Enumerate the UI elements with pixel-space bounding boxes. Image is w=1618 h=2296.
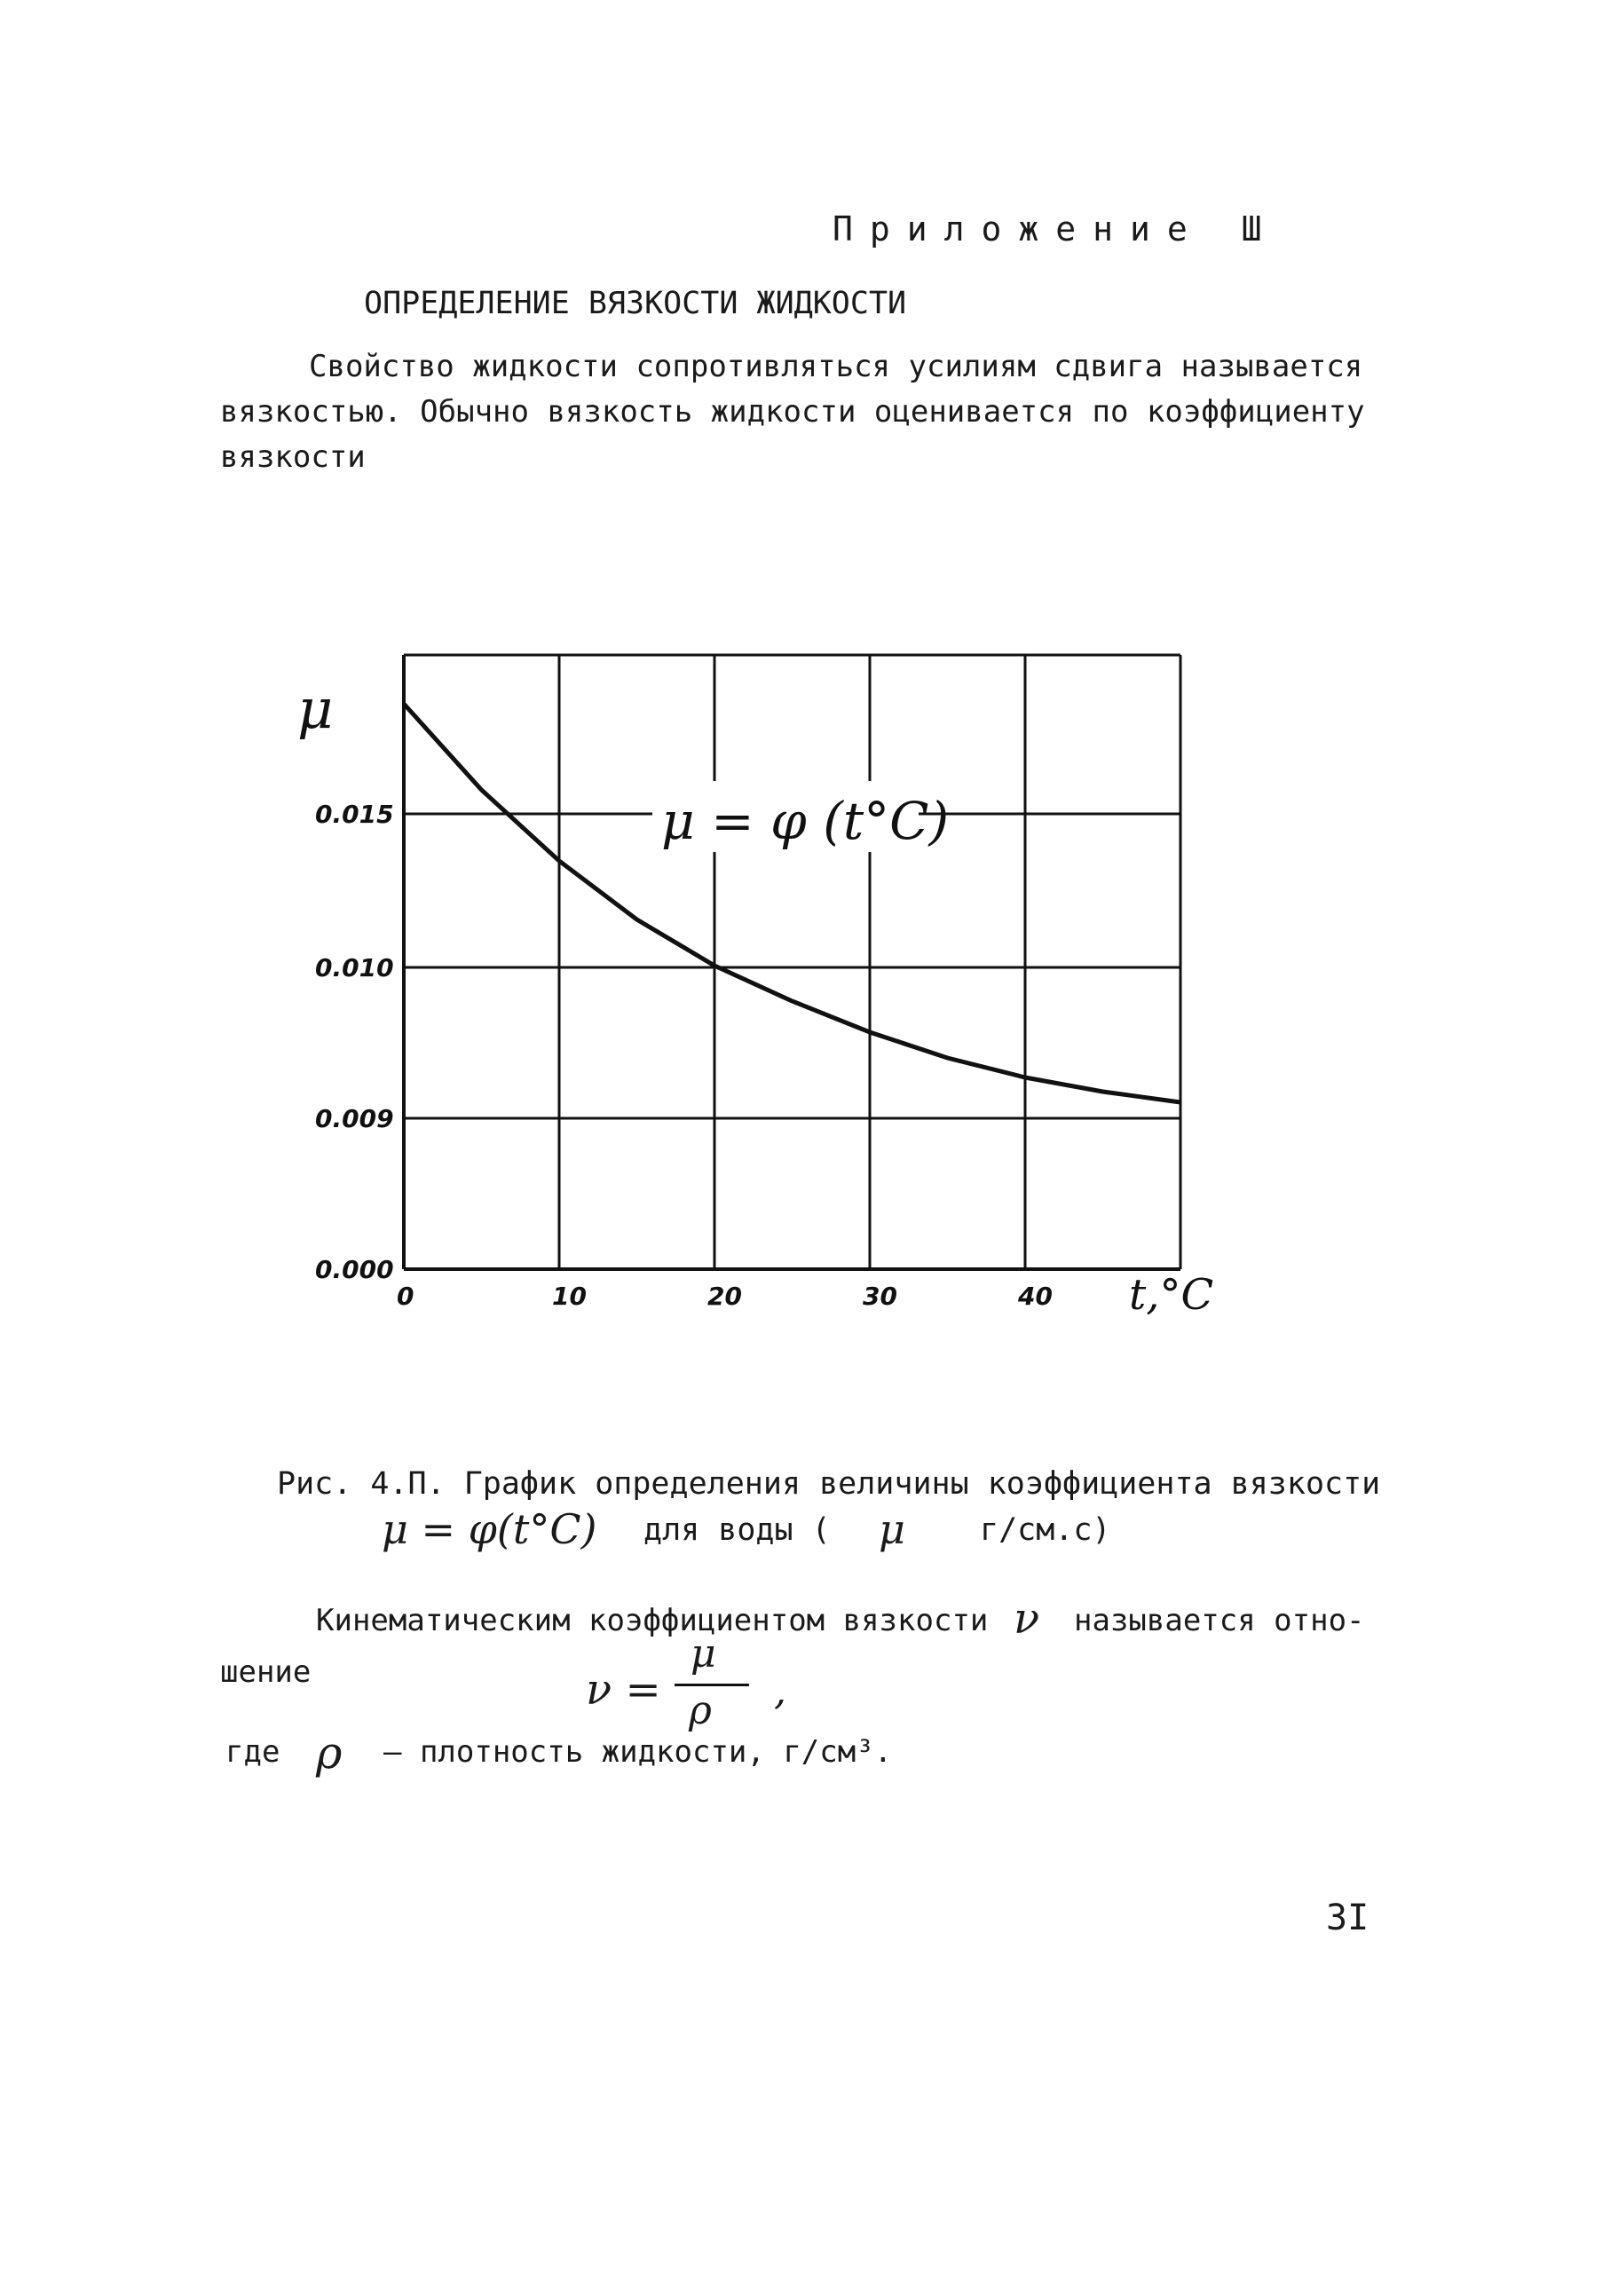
y-tick-label: 0.000: [315, 1255, 394, 1284]
appendix-label: Приложение Ш: [833, 209, 1279, 249]
chart-grid: [404, 655, 1180, 1269]
y-tick-label: 0.015: [315, 800, 394, 829]
x-tick-label: 10: [552, 1282, 587, 1311]
viscosity-curve: [404, 704, 1180, 1102]
rho-symbol: ρ: [316, 1727, 343, 1779]
chart-frame: [404, 655, 1180, 1269]
y-tick-label: 0.009: [315, 1104, 394, 1133]
kinematic-text-continued: шение: [220, 1654, 312, 1690]
y-axis-label: μ: [297, 676, 334, 741]
figure-caption: Рис. 4.П. График определения величины коэффициента вязкости: [277, 1466, 1381, 1502]
kinematic-nu-symbol: ν: [1014, 1594, 1040, 1644]
kinematic-text: Кинематическим коэффициентом вязкости: [316, 1603, 989, 1638]
y-tick-labels: [315, 800, 394, 1284]
intro-paragraph-text: Свойство жидкости сопротивляться усилиям сдвига называется вязкостью. Обычно вязкость жидкости оценивается по коэффициенту вязкости: [220, 349, 1365, 475]
page-number: 3I: [1326, 1898, 1369, 1938]
x-axis-label: t,°C: [1129, 1270, 1214, 1320]
x-tick-labels: [397, 1282, 1053, 1311]
kinematic-text-end: называется отно-: [1074, 1603, 1365, 1638]
x-tick-label: 0: [397, 1282, 414, 1311]
y-tick-label: 0.010: [315, 953, 394, 982]
formula-lhs: ν =: [586, 1665, 661, 1715]
caption-water-text: для воды (: [643, 1512, 831, 1548]
formula-denominator: ρ: [689, 1688, 712, 1733]
density-definition: – плотность жидкости, г/см³.: [383, 1734, 893, 1770]
caption-formula: μ = φ(t°C): [382, 1505, 597, 1553]
caption-mu-symbol: μ: [879, 1505, 905, 1553]
formula-comma: ,: [774, 1669, 786, 1714]
where-word: где: [225, 1734, 280, 1770]
section-heading: ОПРЕДЕЛЕНИЕ ВЯЗКОСТИ ЖИДКОСТИ: [364, 286, 907, 321]
x-tick-label: 30: [863, 1282, 897, 1311]
caption-units: г/см.с): [980, 1512, 1111, 1548]
curve-annotation: μ = φ (t°C): [661, 791, 950, 851]
formula-numerator: μ: [691, 1631, 716, 1677]
x-tick-label: 20: [707, 1282, 742, 1311]
x-tick-label: 40: [1018, 1282, 1053, 1311]
fraction-bar: [675, 1684, 749, 1686]
